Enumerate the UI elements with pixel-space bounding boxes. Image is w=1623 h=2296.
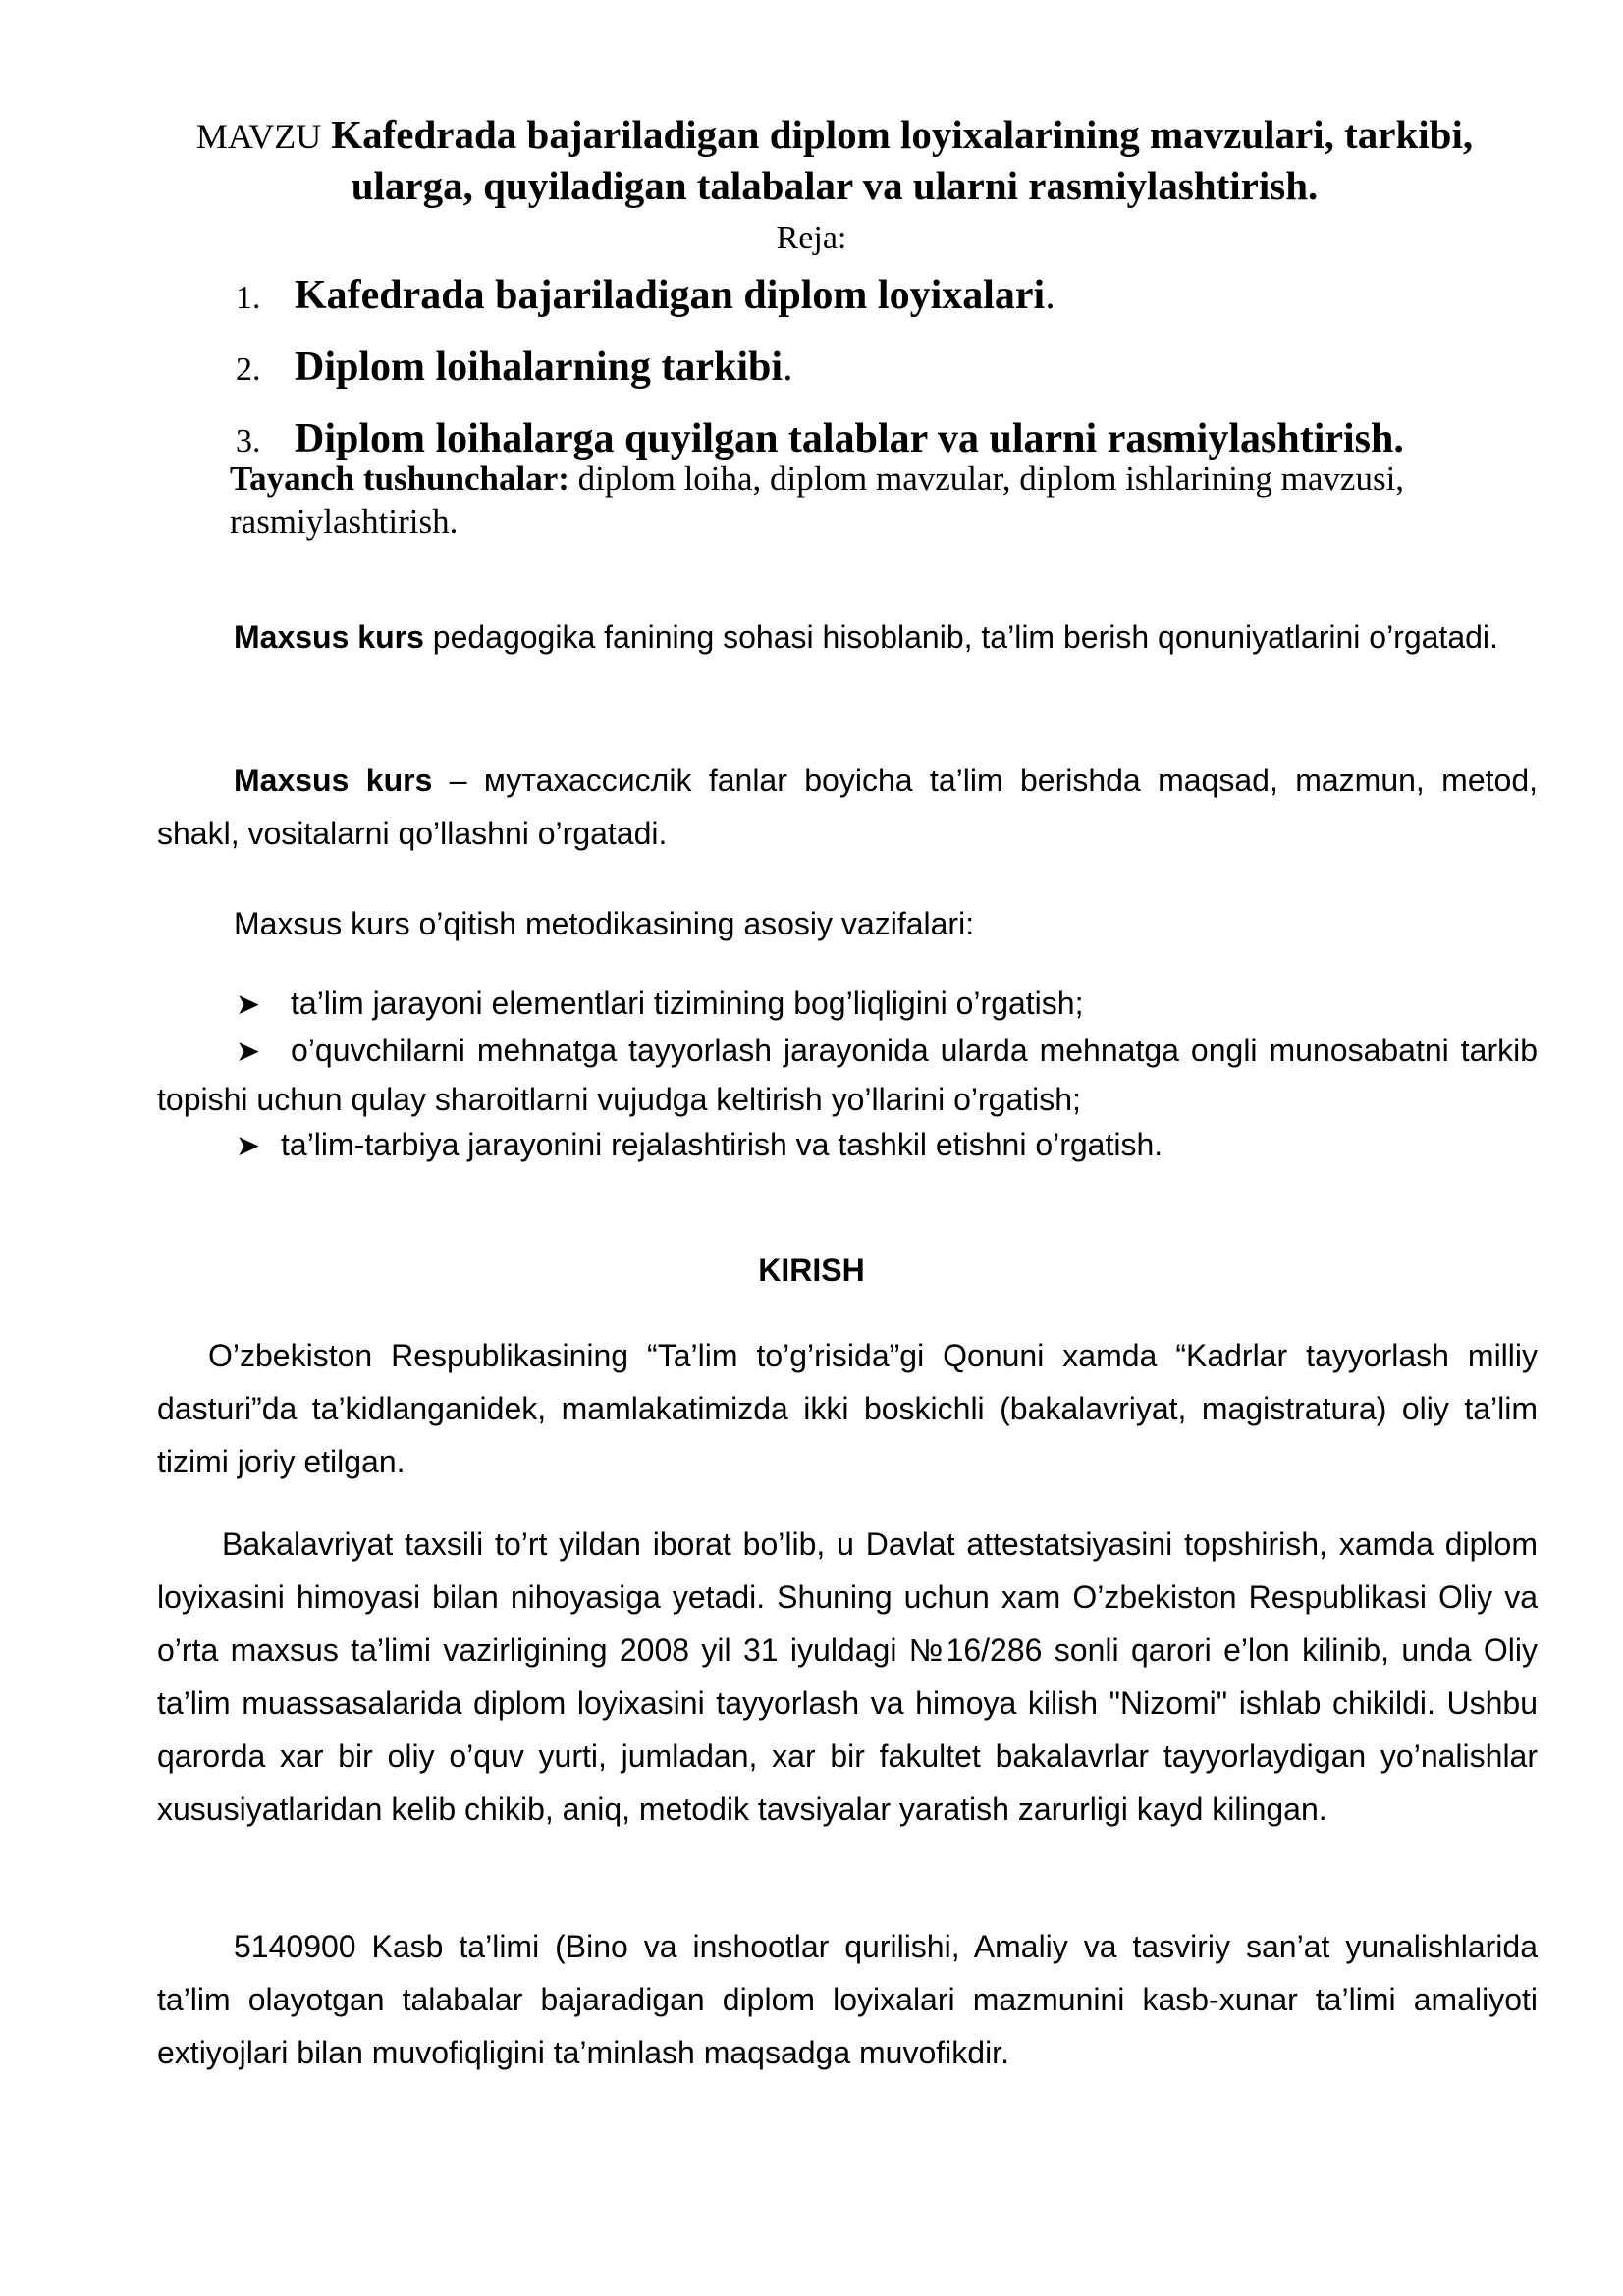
plan-item-text: Kafedrada bajariladigan diplom loyixalari: [295, 273, 1046, 318]
bullet-text: ta’lim-tarbiya jarayonini rejalashtirish va tashkil etishni o’rgatish.: [281, 1127, 1163, 1162]
kirish-paragraph-3: 5140900 Kasb ta’limi (Bino va inshootlar qurilishi, Amaliy va tasviriy san’at yunalishlarida ta’lim olayotgan talabalar bajaradigan diplom loyixalari mazmunini kasb-xunar ta’limi amaliyoti extiyojlari bilan muvofiqligini ta’minlash maqsadga muvofikdir.: [157, 1929, 1538, 2070]
bullet-text: ta’lim jarayoni elementlari tizimining bog’liqligini o’rgatish;: [291, 986, 1084, 1021]
plan-item-number: 2.: [236, 351, 261, 388]
title-lead: MAVZU: [195, 117, 322, 156]
bullet-item: [157, 1121, 1538, 1170]
plan-list: [236, 261, 1561, 476]
key-concepts-label: Tayanch tushunchalar:: [230, 459, 569, 498]
plan-item-number: 3.: [236, 423, 261, 459]
intro-paragraph-1: [157, 611, 1538, 664]
bullet-text: o’quvchilarni mehnatga tayyorlash jarayonida ularda mehnatga ongli munosabatni tarkib topishi uchun qulay sharoitlarni vujudga keltirish yo’llarini o’rgatish;: [157, 1033, 1538, 1117]
key-concepts: [230, 457, 1536, 544]
key-concepts-text: diplom loiha, diplom mavzular, diplom ishlarining mavzusi, rasmiylashtirish.: [230, 459, 1405, 541]
arrow-bullet-icon: ➤: [236, 1130, 261, 1162]
intro-paragraph-2: [157, 754, 1538, 860]
intro-paragraph-2-bold: Maxsus kurs: [234, 763, 433, 798]
section-heading-kirish: KIRISH: [758, 1253, 865, 1288]
plan-item-text: Diplom loihalarga quyilgan talablar va ularni rasmiylashtirish.: [295, 416, 1404, 461]
plan-item-end: .: [783, 345, 793, 390]
plan-heading: Reja:: [776, 220, 847, 256]
plan-item: [236, 333, 1561, 404]
intro-paragraph-1-bold: Maxsus kurs: [234, 619, 424, 655]
intro-paragraph-2-text: – мутахассиcлik fanlar boyicha ta’lim berishda maqsad, mazmun, metod, shakl, vositalarni qo’llashni o’rgatadi.: [157, 763, 1538, 851]
intro-paragraph-3: Maxsus kurs o’qitish metodikasining asosiy vazifalari:: [234, 906, 975, 941]
arrow-bullet-icon: ➤: [236, 988, 261, 1021]
plan-item: [236, 261, 1561, 333]
plan-item-number: 1.: [236, 280, 261, 316]
kirish-paragraph-1: O’zbekiston Respublikasining “Ta’lim to’g’risida”gi Qonuni xamda “Kadrlar tayyorlash milliy dasturi”da ta’kidlanganidek, mamlakatimizda ikki boskichli (bakalavriyat, magistratura) oliy ta’lim tizimi joriy etilgan.: [157, 1338, 1538, 1479]
kirish-paragraph-2: Bakalavriyat taxsili to’rt yildan iborat bo’lib, u Davlat attestatsiyasini topshirish, xamda diplom loyixasini himoyasi bilan nihoyasiga yetadi. Shuning uchun xam O’zbekiston Respublikasi Oliy va o’rta maxsus ta’limi vazirligining 2008 yil 31 iyuldagi №16/286 sonli qarori e’lon kilinib, unda Oliy ta’lim muassasalarida diplom loyixasini tayyorlash va himoya kilish "Nizomi" ishlab chikildi. Ushbu qarorda xar bir oliy o’quv yurti, jumladan, xar bir fakultet bakalavrlar tayyorlaydigan yo’nalishlar xususiyatlaridan kelib chikib, aniq, metodik tavsiyalar yaratish zarurligi kayd kilingan.: [157, 1526, 1538, 1827]
arrow-bullet-icon: ➤: [236, 1036, 261, 1068]
plan-item-end: .: [1045, 273, 1055, 318]
document-title: [147, 110, 1522, 210]
intro-paragraph-1-text: pedagogika fanining sohasi hisoblanib, ta’lim berish qonuniyatlarini o’rgatadi.: [423, 619, 1498, 655]
plan-item-text: Diplom loihalarning tarkibi: [295, 345, 784, 390]
title-text: Kafedrada bajariladigan diplom loyixalarining mavzulari, tarkibi, ularga, quyiladigan talabalar va ularni rasmiylashtirish.: [331, 112, 1474, 208]
bullet-item: [157, 980, 1538, 1029]
bullet-item: [157, 1027, 1538, 1123]
